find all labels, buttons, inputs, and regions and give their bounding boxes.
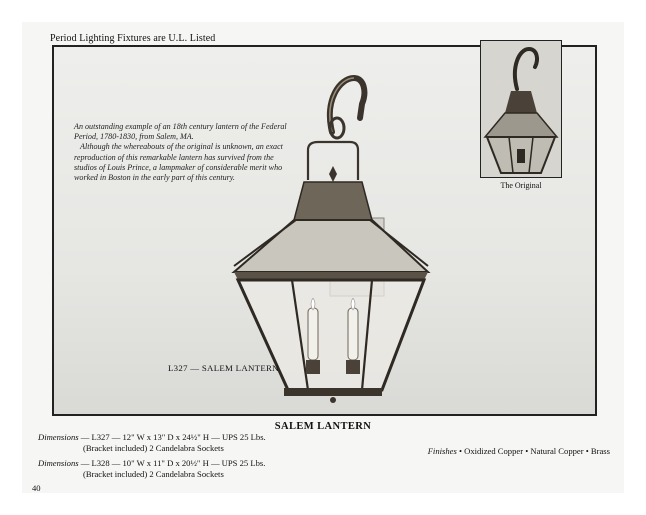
salem-lantern-illustration <box>212 70 442 405</box>
intro-sentence-2: Although the whereabouts of the original is unknown, an exact reproduction of this remarkable lantern has survived from the studios of Louis Prince, a lampmaker of considerable merit who worked in Boston in the early part of this century. <box>74 142 283 183</box>
dimensions-spec: — L328 — 10" W x 11" D x 20½" H — UPS 25 Lbs. <box>78 458 266 468</box>
lantern-finial <box>329 166 337 182</box>
candle-right <box>348 308 358 360</box>
finishes-list: • Oxidized Copper • Natural Copper • Brass <box>456 446 610 456</box>
dimensions-sockets: (Bracket included) 2 Candelabra Sockets <box>83 468 224 479</box>
finishes-line <box>428 446 610 456</box>
original-caption: The Original <box>500 181 542 190</box>
page-number: 40 <box>32 483 41 493</box>
intro-sentence-1: An outstanding example of an 18th century lantern of the Federal Period, 1780-1830, from Salem, MA. <box>74 122 287 142</box>
lantern-glass <box>238 280 424 390</box>
original-lantern-photo <box>480 40 562 178</box>
lantern-roof <box>294 182 372 220</box>
ul-listed-note: Period Lighting Fixtures are U.L. Listed <box>50 33 216 44</box>
model-caption: L327 — SALEM LANTERN <box>168 363 279 373</box>
lantern-base <box>284 388 382 396</box>
product-title: SALEM LANTERN <box>274 421 372 432</box>
bracket-arm <box>330 78 365 132</box>
original-lantern-illustration <box>481 41 561 177</box>
dimensions-l327 <box>38 432 266 453</box>
candle-left <box>308 308 318 360</box>
dimensions-l328 <box>38 458 265 479</box>
finishes-label: Finishes <box>427 446 457 456</box>
dimensions-label: Dimensions <box>38 458 79 468</box>
dimensions-spec: — L327 — 12" W x 13" D x 24½" H — UPS 25 Lbs. <box>78 432 266 442</box>
dimensions-sockets: (Bracket included) 2 Candelabra Sockets <box>83 442 224 453</box>
dimensions-label: Dimensions <box>38 432 79 442</box>
